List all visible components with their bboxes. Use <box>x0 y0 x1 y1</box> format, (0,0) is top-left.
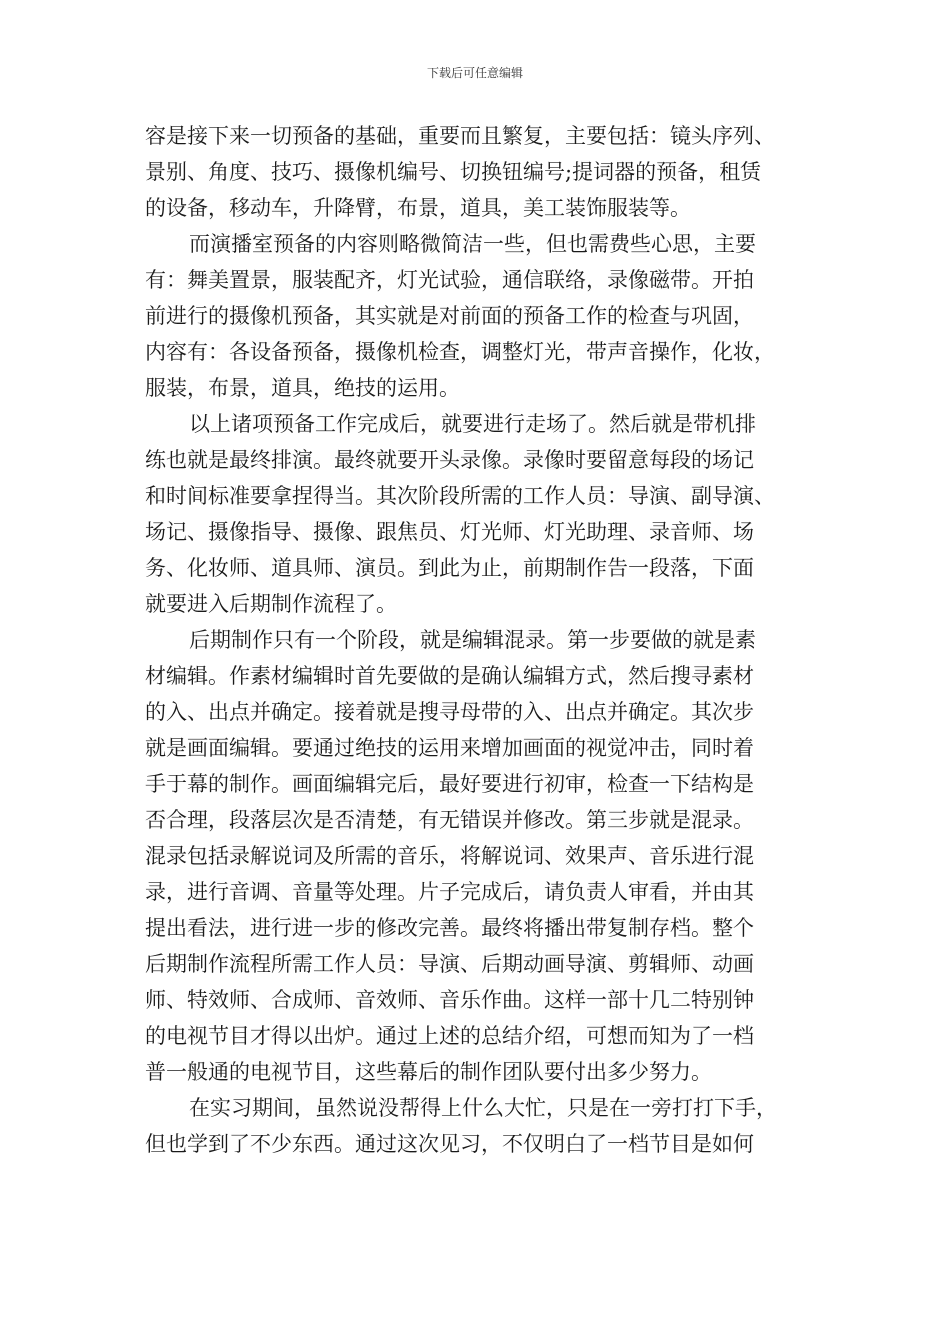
text-line: 手于幕的制作。画面编辑完后，最好要进行初审，检查一下结构是 <box>145 772 754 796</box>
text-line: 服装，布景，道具，绝技的运用。 <box>145 376 460 400</box>
text-line: 后期制作流程所需工作人员：导演、后期动画导演、剪辑师、动画 <box>145 952 754 976</box>
text-line: 练也就是最终排演。最终就要开头录像。录像时要留意每段的场记 <box>145 448 754 472</box>
paragraph <box>145 226 820 406</box>
text-line: 在实习期间，虽然说没帮得上什么大忙，只是在一旁打打下手， <box>189 1096 777 1120</box>
text-line: 提出看法，进行进一步的修改完善。最终将播出带复制存档。整个 <box>145 916 754 940</box>
text-line: 而演播室预备的内容则略微简洁一些，但也需费些心思，主要 <box>189 232 756 256</box>
paragraph <box>145 118 820 226</box>
text-line: 但也学到了不少东西。通过这次见习，不仅明白了一档节目是如何 <box>145 1132 754 1156</box>
document-body <box>145 118 820 1162</box>
text-line: 内容有：各设备预备，摄像机检查，调整灯光，带声音操作，化妆， <box>145 340 775 364</box>
page-header: 下载后可任意编辑 <box>426 66 523 80</box>
text-line: 容是接下来一切预备的基础，重要而且繁复，主要包括：镜头序列、 <box>145 124 775 148</box>
text-line: 有：舞美置景，服装配齐，灯光试验，通信联络，录像磁带。开拍 <box>145 268 754 292</box>
text-line: 景别、角度、技巧、摄像机编号、切换钮编号;提词器的预备，租赁 <box>145 160 762 184</box>
text-line: 以上诸项预备工作完成后，就要进行走场了。然后就是带机排 <box>189 412 756 436</box>
text-line: 混录包括录解说词及所需的音乐，将解说词、效果声、音乐进行混 <box>145 844 754 868</box>
text-line: 否合理，段落层次是否清楚，有无错误并修改。第三步就是混录。 <box>145 808 754 832</box>
paragraph <box>145 622 820 1090</box>
text-line: 后期制作只有一个阶段，就是编辑混录。第一步要做的就是素 <box>189 628 756 652</box>
text-line: 和时间标准要拿捏得当。其次阶段所需的工作人员：导演、副导演、 <box>145 484 775 508</box>
paragraph <box>145 406 820 622</box>
paragraph <box>145 1090 820 1162</box>
text-line: 材编辑。作素材编辑时首先要做的是确认编辑方式，然后搜寻素材 <box>145 664 754 688</box>
text-line: 普一般通的电视节目，这些幕后的制作团队要付出多少努力。 <box>145 1060 712 1084</box>
text-line: 的入、出点并确定。接着就是搜寻母带的入、出点并确定。其次步 <box>145 700 754 724</box>
text-line: 录，进行音调、音量等处理。片子完成后，请负责人审看，并由其 <box>145 880 754 904</box>
text-line: 的电视节目才得以出炉。通过上述的总结介绍，可想而知为了一档 <box>145 1024 754 1048</box>
text-line: 的设备，移动车，升降臂，布景，道具，美工装饰服装等。 <box>145 196 691 220</box>
text-line: 务、化妆师、道具师、演员。到此为止，前期制作告一段落，下面 <box>145 556 754 580</box>
text-line: 就是画面编辑。要通过绝技的运用来增加画面的视觉冲击，同时着 <box>145 736 754 760</box>
text-line: 就要进入后期制作流程了。 <box>145 592 397 616</box>
text-line: 师、特效师、合成师、音效师、音乐作曲。这样一部十几二特别钟 <box>145 988 754 1012</box>
text-line: 场记、摄像指导、摄像、跟焦员、灯光师、灯光助理、录音师、场 <box>145 520 754 544</box>
text-line: 前进行的摄像机预备，其实就是对前面的预备工作的检查与巩固， <box>145 304 754 328</box>
